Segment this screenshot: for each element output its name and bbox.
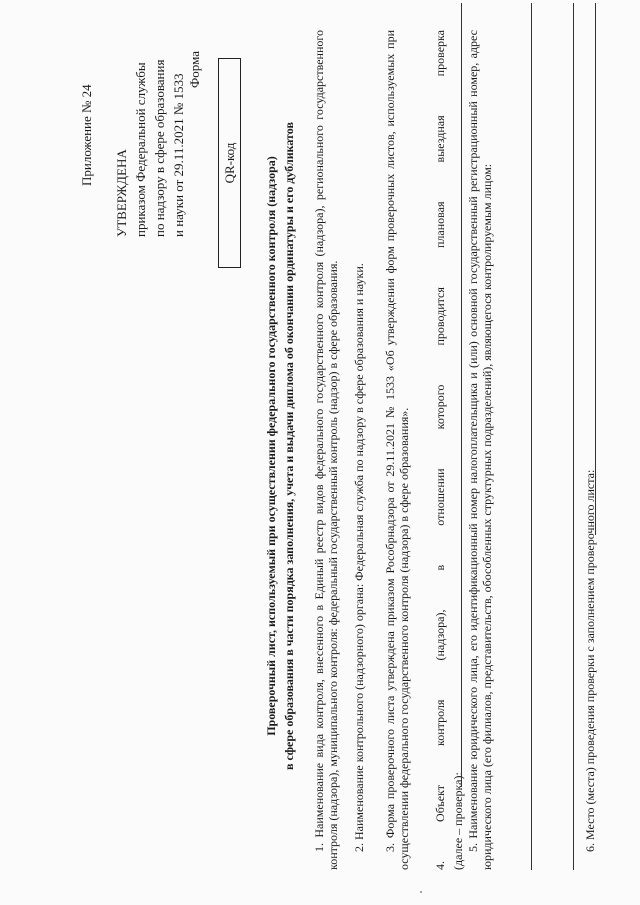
item-4-continuation: (далее – проверка): bbox=[451, 772, 465, 870]
item-2-text: 2. Наименование контрольного (надзорного) органа: Федеральная служба по надзору в сфере образования и науки. bbox=[352, 263, 366, 852]
item-1-control-type bbox=[312, 30, 340, 870]
title-line-1: Проверочный лист, используемый при осуществлении федерального государственного контроля (надзора) bbox=[264, 156, 278, 736]
approval-block bbox=[112, 37, 188, 237]
item-6-text: 6. Место (места) проведения проверки с заполнением проверочного листа: bbox=[583, 469, 597, 852]
qr-code-box: QR-код bbox=[218, 58, 241, 268]
item-5-fill-line-2[interactable] bbox=[573, 3, 574, 870]
appendix-number: Приложение № 24 bbox=[79, 84, 94, 186]
item-1-text: 1. Наименование вида контроля, внесенного в Единый реестр видов федерального государственного контроля (надзора), регионального государственного контроля (надзора), муниципального контроля: федеральный государственный контроль (надзор) в сфере образования. bbox=[312, 30, 340, 870]
item-6-fill-line[interactable] bbox=[595, 3, 596, 535]
item-3-form-approval bbox=[383, 30, 411, 870]
item-5-text: 5. Наименование юридического лица, его идентификационный номер налогоплательщика и (или) основной государственный регистрационный номер, адрес юридического лица (его филиалов, представительств, обособленных структурных подразделений), являющегося контролируемым лицом: bbox=[466, 30, 494, 870]
form-label: Форма bbox=[187, 51, 202, 88]
item-4-text: 4. Объект контроля (надзора), в отношении которого проводится плановая выездная проверка bbox=[433, 30, 447, 870]
approved-line-1: приказом Федеральной службы bbox=[133, 62, 148, 237]
item-4-control-object bbox=[433, 30, 447, 870]
approved-line-3: и науки от 29.11.2021 № 1533 bbox=[171, 73, 186, 237]
item-5-legal-entity bbox=[466, 30, 494, 870]
approved-line-2: по надзору в сфере образования bbox=[152, 59, 167, 237]
title-line-2: в сфере образования в части порядка заполнения, учета и выдачи диплома об окончании ординатуры и его дубликатов bbox=[282, 122, 296, 770]
item-4-fill-line[interactable] bbox=[461, 3, 462, 787]
approved-title: УТВЕРЖДЕНА bbox=[114, 149, 129, 237]
item-3-text: 3. Форма проверочного листа утверждена приказом Рособрнадзора от 29.11.2021 № 1533 «Об утверждении форм проверочных листов, используемых при осуществлении федерального государственного контроля (надзора) в сфере образования». bbox=[383, 30, 411, 870]
scan-speck bbox=[420, 891, 422, 893]
item-2-control-authority bbox=[352, 30, 366, 870]
item-5-fill-line-1[interactable] bbox=[531, 3, 532, 870]
document-title bbox=[262, 65, 298, 827]
